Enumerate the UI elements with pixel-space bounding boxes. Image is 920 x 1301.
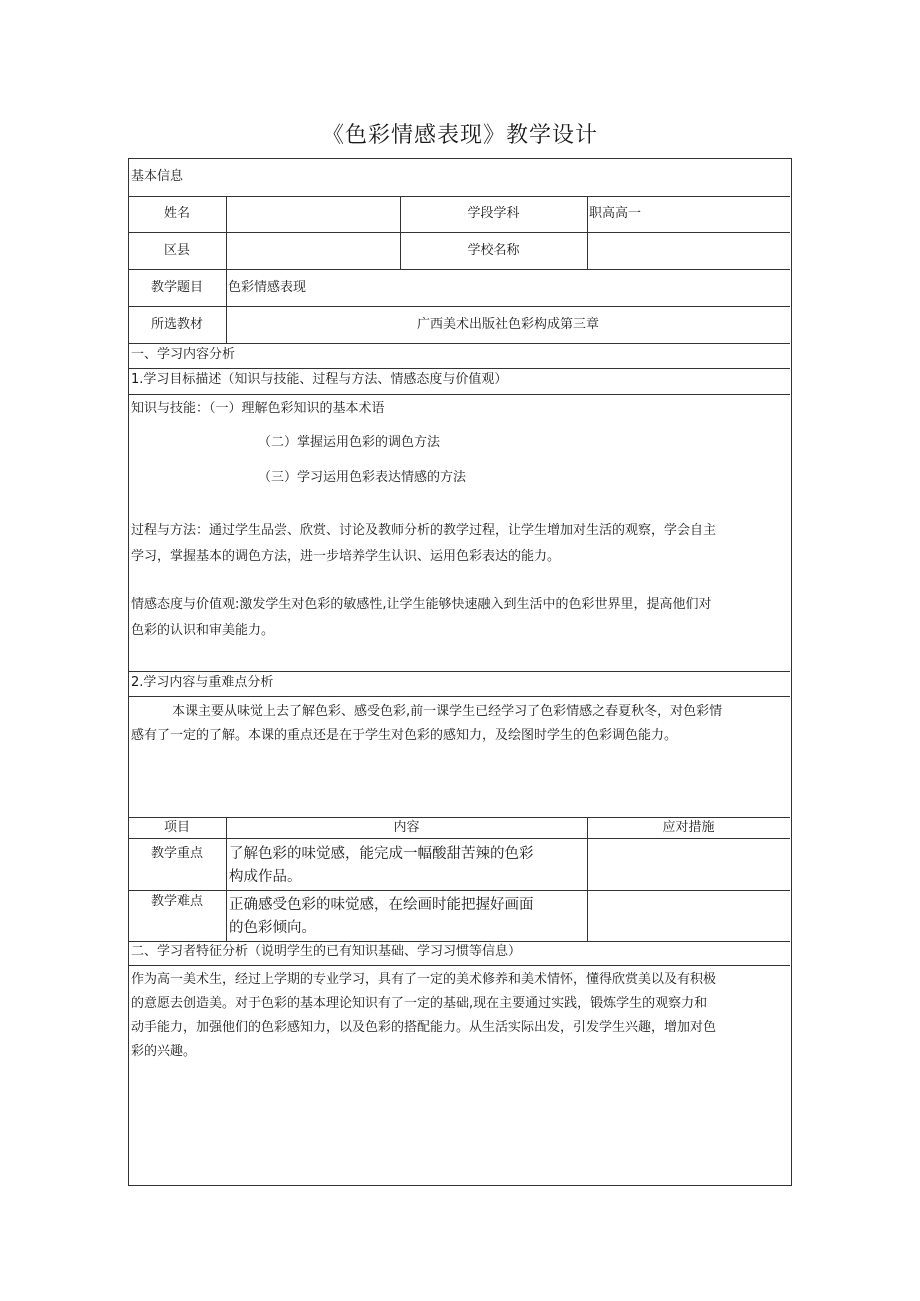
difficulty-content [229,894,585,940]
col-header-content: 内容 [393,820,420,835]
topic-label: 教学题目 [150,280,203,295]
textbook-label: 所选教材 [150,317,203,332]
keypoint-content [229,843,585,889]
content-line: 感有了一定的了解。本课的重点还是在于学生对色彩的感知力，及绘图时学生的色彩调色能力。 [131,728,678,743]
attitude-line: 色彩的认识和审美能力。 [131,623,275,638]
content-line: 本课主要从味觉上去了解色彩、感受色彩,前一课学生已经学习了色彩情感之春夏秋冬，对色彩情 [172,704,723,719]
table-rule [128,306,790,307]
keypoint-content-line: 了解色彩的味觉感，能完成一幅酸甜苦辣的色彩 [229,846,534,862]
difficulty-content-line: 正确感受色彩的味觉感，在绘画时能把握好画面 [229,897,534,913]
learner-line: 作为高一美术生，经过上学期的专业学习，具有了一定的美术修养和美术情怀，懂得欣赏美以及有积极 [131,972,717,987]
school-name-label: 学校名称 [467,243,520,258]
table-rule [128,196,790,197]
stage-subject-label: 学段学科 [467,206,520,221]
keypoint-item: 教学重点 [150,846,203,861]
difficulty-item: 教学难点 [150,894,203,909]
learner-line: 彩的兴趣。 [131,1044,197,1059]
process-line: 过程与方法：通过学生品尝、欣赏、讨论及教师分析的教学过程，让学生增加对生活的观察，学会自主 [131,523,717,538]
table-rule [128,890,790,891]
col-header-item: 项目 [163,820,190,835]
table-rule [128,368,790,369]
district-label: 区县 [163,243,190,258]
basic-info-header: 基本信息 [131,169,184,184]
table-rule [128,838,790,839]
table-rule [128,671,790,672]
name-label: 姓名 [163,206,190,221]
learner-line: 动手能力，加强他们的色彩感知力，以及色彩的搭配能力。从生活实际出发，引发学生兴趣，增加对色 [131,1020,717,1035]
section-title: 一、学习内容分析 [131,347,236,362]
process-line: 学习，掌握基本的调色方法，进一步培养学生认识、运用色彩表达的能力。 [131,549,561,564]
table-rule [128,232,790,233]
table-rule [587,196,588,269]
difficulty-content-line: 的色彩倾向。 [229,920,316,936]
table-rule [128,696,790,697]
goal-title: 1.学习目标描述（知识与技能、过程与方法、情感态度与价值观） [131,372,508,387]
knowledge-line: 知识与技能：（一）理解色彩知识的基本术语 [131,401,385,416]
table-rule [128,343,790,344]
table-rule [128,269,790,270]
table-rule [128,817,790,818]
learner-line: 的意愿去创造美。对于色彩的基本理论知识有了一定的基础,现在主要通过实践，锻炼学生的观察力和 [131,996,708,1011]
knowledge-line: （二）掌握运用色彩的调色方法 [258,435,441,450]
col-header-measures: 应对措施 [662,820,715,835]
stage-subject-value: 职高高一 [589,206,642,221]
textbook-value: 广西美术出版社色彩构成第三章 [416,317,599,332]
section-title: 二、学习者特征分析（说明学生的已有知识基础、学习习惯等信息） [131,944,522,959]
table-rule [128,394,790,395]
document-title: 《色彩情感表现》教学设计 [321,123,598,148]
table-rule [128,941,790,942]
attitude-line: 情感态度与价值观:激发学生对色彩的敏感性,让学生能够快速融入到生活中的色彩世界里，提高他们对 [131,597,712,612]
content-title: 2.学习内容与重难点分析 [131,675,274,690]
topic-value: 色彩情感表现 [228,280,307,295]
knowledge-line: （三）学习运用色彩表达情感的方法 [258,470,467,485]
keypoint-content-line: 构成作品。 [229,869,302,885]
table-rule [128,965,790,966]
